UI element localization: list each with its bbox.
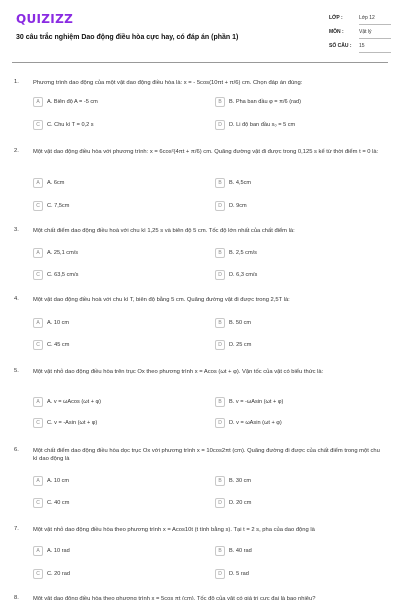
option-letter-box: D [215, 270, 225, 280]
question-text: Một chất điểm dao động điều hòa dọc trục Ox với phương trình x = 10cos2πt (cm). Quãng đường đi được của chất điểm trong một chu kì dao động là [33, 448, 380, 462]
quizizz-logo: QUIZIZZ [16, 12, 74, 26]
option-b[interactable] [215, 397, 391, 408]
option-d[interactable] [215, 569, 391, 580]
option-a[interactable] [33, 178, 209, 189]
option-letter-box: C [33, 270, 43, 280]
question-number: 3. [14, 227, 19, 233]
option-b[interactable] [215, 97, 391, 108]
header-divider [12, 62, 388, 63]
option-letter-box: B [215, 178, 225, 188]
option-text: B. 30 cm [229, 478, 252, 484]
option-text: A. 10 cm [47, 320, 70, 326]
option-b[interactable] [215, 178, 391, 189]
question-text: Một vật dao động điều hòa với phương trình: x = 6cos²(4πt + π/6) cm. Quãng đường vật đi được trong 0,125 s kể từ thời điểm t = 0 là: [33, 149, 379, 155]
option-b[interactable] [215, 546, 391, 557]
meta-subject-underline [359, 38, 391, 39]
question-number: 7. [14, 526, 19, 532]
question-text: Một vật dao động điều hoà với chu kì T, biên độ bằng 5 cm. Quãng đường vật đi được trong 2,5T là: [33, 297, 290, 303]
option-letter-box: D [215, 120, 225, 130]
option-d[interactable] [215, 120, 391, 131]
option-text: A. 25,1 cm/s [47, 250, 79, 256]
option-text: B. 4,5cm [229, 180, 252, 186]
question-number: 5. [14, 368, 19, 374]
option-d[interactable] [215, 498, 391, 509]
worksheet-header [0, 0, 400, 62]
question-text: Một vật dao động điều hòa theo phương trình x = 5cos πt (cm). Tốc độ của vật có giá trị cực đại là bao nhiêu? [33, 596, 316, 600]
option-text: B. 50 cm [229, 320, 252, 326]
option-d[interactable] [215, 340, 391, 351]
meta-class-value: Lớp 12 [359, 15, 375, 21]
option-d[interactable] [215, 270, 391, 281]
question-number: 2. [14, 148, 19, 154]
option-letter-box: A [33, 476, 43, 486]
option-text: C. 40 cm [47, 500, 70, 506]
option-text: C. v = -Asin (ωt + φ) [47, 420, 98, 426]
option-b[interactable] [215, 318, 391, 329]
option-text: D. 9cm [229, 203, 247, 209]
option-c[interactable] [33, 270, 209, 281]
option-a[interactable] [33, 476, 209, 487]
option-text: D. 20 cm [229, 500, 252, 506]
option-text: A. 10 rad [47, 548, 70, 554]
option-text: A. Biên độ A = -5 cm [47, 99, 98, 105]
option-text: D. 5 rad [229, 571, 249, 577]
question-text: Phương trình dao động của một vật dao động điều hòa là: x = - 5cos(10πt + π/6) cm. Chọn đáp án đúng: [33, 80, 303, 86]
option-letter-box: B [215, 248, 225, 258]
question-text: Một chất điểm dao động điều hoà với chu kì 1,25 s và biên độ 5 cm. Tốc độ lớn nhất của chất điểm là: [33, 228, 295, 234]
question-text: Một vật nhỏ dao động điều hòa trên trục Ox theo phương trình x = Acos (ωt + φ). Vận tốc của vật có biểu thức là: [33, 369, 324, 375]
question-number: 4. [14, 296, 19, 302]
option-letter-box: C [33, 201, 43, 211]
option-c[interactable] [33, 569, 209, 580]
option-letter-box: B [215, 318, 225, 328]
meta-count-value: 15 [359, 43, 365, 49]
option-text: A. 10 cm [47, 478, 70, 484]
meta-count-label: SỐ CÂU : [329, 43, 352, 49]
meta-class-row [329, 12, 391, 26]
meta-subject-label: MÔN : [329, 29, 344, 35]
option-letter-box: C [33, 340, 43, 350]
option-letter-box: D [215, 569, 225, 579]
option-c[interactable] [33, 418, 209, 429]
option-letter-box: B [215, 546, 225, 556]
option-c[interactable] [33, 340, 209, 351]
option-letter-box: A [33, 97, 43, 107]
meta-subject-value: Vật lý [359, 29, 372, 35]
option-letter-box: A [33, 178, 43, 188]
option-text: B. 2,5 cm/s [229, 250, 257, 256]
option-letter-box: C [33, 498, 43, 508]
option-letter-box: A [33, 397, 43, 407]
option-text: D. 6,3 cm/s [229, 272, 258, 278]
option-letter-box: C [33, 418, 43, 428]
option-letter-box: C [33, 569, 43, 579]
option-c[interactable] [33, 201, 209, 212]
option-b[interactable] [215, 476, 391, 487]
option-d[interactable] [215, 201, 391, 212]
option-a[interactable] [33, 318, 209, 329]
worksheet-title: 30 câu trắc nghiệm Dao động điều hòa cực hay, có đáp án (phần 1) [16, 34, 239, 41]
option-text: D. 25 cm [229, 342, 252, 348]
option-a[interactable] [33, 397, 209, 408]
option-letter-box: A [33, 248, 43, 258]
option-text: B. Pha ban đầu φ = π/6 (rad) [229, 99, 302, 105]
meta-count-row [329, 40, 391, 54]
option-a[interactable] [33, 97, 209, 108]
option-text: D. Li độ ban đầu x₀ = 5 cm [229, 122, 296, 128]
meta-class-label: LỚP : [329, 15, 343, 21]
question-number: 1. [14, 79, 19, 85]
option-letter-box: B [215, 97, 225, 107]
option-text: A. 6cm [47, 180, 65, 186]
option-letter-box: D [215, 498, 225, 508]
option-text: C. 7,5cm [47, 203, 70, 209]
option-letter-box: A [33, 546, 43, 556]
option-letter-box: B [215, 476, 225, 486]
option-letter-box: D [215, 201, 225, 211]
worksheet-meta [329, 12, 391, 54]
meta-subject-row [329, 26, 391, 40]
option-c[interactable] [33, 498, 209, 509]
option-letter-box: C [33, 120, 43, 130]
option-a[interactable] [33, 546, 209, 557]
question-number: 6. [14, 447, 19, 453]
option-letter-box: D [215, 340, 225, 350]
option-c[interactable] [33, 120, 209, 131]
option-text: B. 40 rad [229, 548, 252, 554]
option-text: C. 45 cm [47, 342, 70, 348]
option-d[interactable] [215, 418, 391, 429]
option-letter-box: B [215, 397, 225, 407]
option-text: C. 20 rad [47, 571, 71, 577]
meta-count-underline [359, 52, 391, 53]
option-letter-box: A [33, 318, 43, 328]
option-text: C. 63,5 cm/s [47, 272, 79, 278]
meta-class-underline [359, 24, 391, 25]
option-a[interactable] [33, 248, 209, 259]
option-text: D. v = ωAsin (ωt + φ) [229, 420, 282, 426]
option-text: B. v = -ωAsin (ωt + φ) [229, 399, 284, 405]
question-number: 8. [14, 595, 19, 600]
question-text: Một vật nhỏ dao động điều hòa theo phương trình x = Acos10t (t tính bằng s). Tại t = 2 s, pha của dao động là [33, 527, 315, 533]
option-b[interactable] [215, 248, 391, 259]
option-text: A. v = ωAcos (ωt + φ) [47, 399, 102, 405]
option-text: C. Chu kì T = 0,2 s [47, 122, 94, 128]
option-letter-box: D [215, 418, 225, 428]
